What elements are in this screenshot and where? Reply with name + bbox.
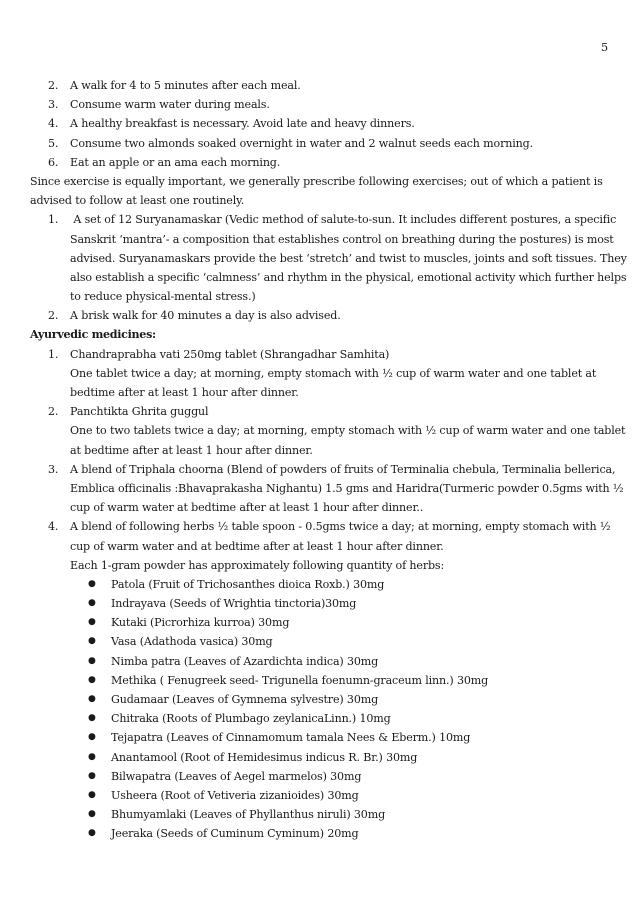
bullet-icon	[88, 767, 96, 786]
bullet-text: Bhumyamlaki (Leaves of Phyllanthus niruli) 30mg	[111, 808, 386, 822]
list-continuation: cup of warm water at bedtime after at least 1 hour after dinner..	[70, 501, 424, 515]
bullet-item	[30, 652, 615, 671]
list-number: 2.	[48, 309, 59, 323]
bullet-text: Gudamaar (Leaves of Gymnema sylvestre) 30mg	[111, 693, 379, 706]
bullet-text: Nimba patra (Leaves of Azardichta indica) 30mg	[111, 654, 379, 668]
page-number: 5	[600, 40, 608, 54]
bullet-item	[30, 613, 615, 632]
list-number: 5.	[48, 136, 59, 150]
bullet-item	[30, 709, 615, 728]
list-item	[30, 134, 615, 153]
list-text: Chandraprabha vati 250mg tablet (Shrangadhar Samhita)	[70, 347, 390, 361]
list-continuation: Each 1-gram powder has approximately following quantity of herbs:	[70, 558, 445, 572]
bullet-text: Jeeraka (Seeds of Cuminum Cyminum) 20mg	[111, 827, 359, 841]
list-number: 4.	[48, 520, 59, 534]
list-text: Panchtikta Ghrita guggul	[70, 405, 209, 419]
list-continuation: bedtime after at least 1 hour after dinner.	[70, 386, 299, 399]
list-text: A walk for 4 to 5 minutes after each meal.	[70, 79, 301, 92]
list-number: 1.	[48, 213, 59, 227]
list-item	[30, 114, 615, 133]
list-item	[30, 76, 615, 95]
list-item	[30, 95, 615, 114]
bullet-icon	[88, 575, 96, 594]
paragraph-line: advised to follow at least one routinely.	[30, 194, 245, 208]
list-number: 6.	[48, 155, 59, 169]
list-continuation: at bedtime after at least 1 hour after dinner.	[70, 443, 313, 457]
bullet-text: Chitraka (Roots of Plumbago zeylanicaLinn.) 10mg	[111, 712, 391, 726]
list-text: Eat an apple or an ama each morning.	[70, 155, 281, 169]
list-number: 3.	[48, 98, 59, 112]
list-continuation: Emblica officinalis :Bhavaprakasha Nighantu) 1.5 gms and Haridra(Turmeric powder 0.5gms with ½	[70, 481, 624, 495]
bullet-icon	[88, 786, 96, 805]
bullet-text: Anantamool (Root of Hemidesimus indicus R. Br.) 30mg	[111, 750, 418, 764]
list-number: 4.	[48, 117, 59, 131]
bullet-item	[30, 767, 615, 786]
bullet-icon	[88, 824, 96, 843]
document-body	[30, 76, 627, 844]
bullet-icon	[88, 805, 96, 824]
list-item	[30, 210, 615, 229]
bullet-item	[30, 690, 615, 709]
list-text: A blend of Triphala choorna (Blend of powders of fruits of Terminalia chebula, Terminalia bellerica,	[70, 462, 616, 476]
paragraph-line: Since exercise is equally important, we generally prescribe following exercises; out of which a patient is	[30, 174, 603, 188]
bullet-icon	[88, 632, 96, 651]
bullet-text: Methika ( Fenugreek seed- Trigunella foenumn-graceum linn.) 30mg	[111, 673, 489, 687]
list-text: Consume two almonds soaked overnight in water and 2 walnut seeds each morning.	[70, 136, 533, 150]
bullet-text: Usheera (Root of Vetiveria zizanioides) 30mg	[111, 788, 359, 802]
bullet-icon	[88, 671, 96, 690]
list-text: A set of 12 Suryanamaskar (Vedic method of salute-to-sun. It includes different postures, a specific	[70, 213, 617, 227]
bullet-icon	[88, 709, 96, 728]
bullet-item	[30, 748, 615, 767]
list-continuation: One to two tablets twice a day; at morning, empty stomach with ½ cup of warm water and one tablet	[70, 424, 626, 438]
list-text: A brisk walk for 40 minutes a day is also advised.	[70, 309, 341, 323]
list-item	[30, 153, 615, 172]
bullet-icon	[88, 690, 96, 709]
bullet-text: Bilwapatra (Leaves of Aegel marmelos) 30mg	[111, 769, 362, 783]
list-item	[30, 460, 615, 479]
bullet-icon	[88, 652, 96, 671]
list-item	[30, 345, 615, 364]
bullet-icon	[88, 728, 96, 747]
list-continuation: One tablet twice a day; at morning, empty stomach with ½ cup of warm water and one tablet at	[70, 366, 597, 380]
list-item	[30, 306, 615, 325]
bullet-item	[30, 594, 615, 613]
bullet-text: Vasa (Adathoda vasica) 30mg	[111, 635, 273, 649]
list-item	[30, 402, 615, 421]
list-number: 2.	[48, 79, 59, 92]
list-continuation: also establish a specific ‘calmness’ and rhythm in the physical, emotional activity which further helps	[70, 270, 627, 284]
list-number: 2.	[48, 405, 59, 419]
list-continuation: advised. Suryanamaskars provide the best ‘stretch’ and twist to muscles, joints and soft tissues. They	[70, 251, 627, 265]
bullet-icon	[88, 748, 96, 767]
bullet-item	[30, 575, 615, 594]
list-continuation: cup of warm water and at bedtime after at least 1 hour after dinner.	[70, 539, 444, 553]
bullet-item	[30, 824, 615, 843]
bullet-item	[30, 805, 615, 824]
list-number: 1.	[48, 347, 59, 361]
bullet-icon	[88, 594, 96, 613]
list-item	[30, 517, 615, 536]
list-text: A healthy breakfast is necessary. Avoid late and heavy dinners.	[70, 117, 415, 131]
bullet-text: Patola (Fruit of Trichosanthes dioica Roxb.) 30mg	[111, 577, 385, 591]
bullet-text: Tejapatra (Leaves of Cinnamomum tamala Nees & Eberm.) 10mg	[111, 731, 471, 745]
list-continuation: Sanskrit ‘mantra’- a composition that establishes control on breathing during the postures) is most	[70, 232, 614, 246]
bullet-item	[30, 728, 615, 747]
section-heading: Ayurvedic medicines:	[30, 328, 156, 342]
bullet-item	[30, 671, 615, 690]
bullet-item	[30, 632, 615, 651]
bullet-text: Indrayava (Seeds of Wrightia tinctoria)30mg	[111, 597, 357, 611]
list-text: A blend of following herbs ½ table spoon - 0.5gms twice a day; at morning, empty stomach with ½	[70, 520, 611, 534]
bullet-item	[30, 786, 615, 805]
list-number: 3.	[48, 462, 59, 476]
list-continuation: to reduce physical-mental stress.)	[70, 290, 256, 304]
list-text: Consume warm water during meals.	[70, 98, 270, 112]
bullet-text: Kutaki (Picrorhiza kurroa) 30mg	[111, 616, 290, 630]
bullet-icon	[88, 613, 96, 632]
